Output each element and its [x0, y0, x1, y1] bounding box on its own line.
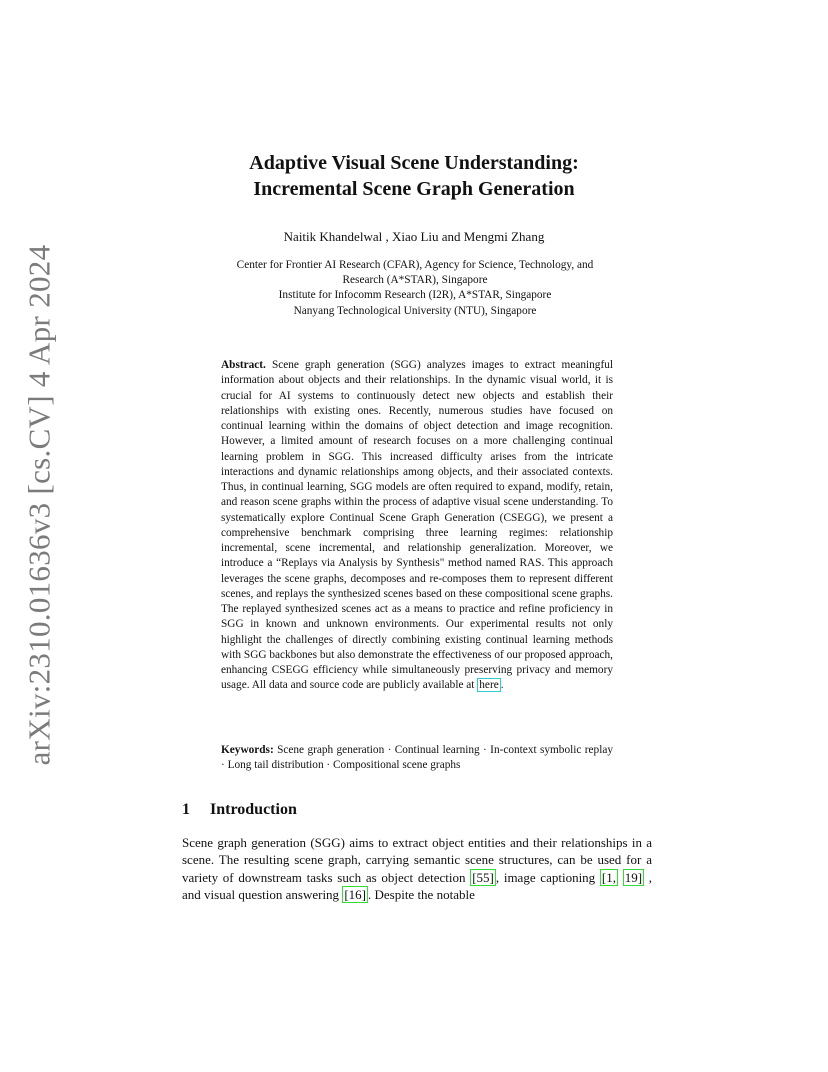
affiliation-line: Research (A*STAR), Singapore — [342, 274, 488, 287]
citation-link[interactable]: [1, — [601, 869, 616, 885]
section-heading — [182, 800, 297, 820]
intro-text — [618, 870, 623, 885]
title-line-2: Incremental Scene Graph Generation — [253, 178, 575, 200]
keywords — [221, 743, 613, 774]
code-link[interactable]: here — [479, 679, 499, 692]
intro-text: . Despite the notable — [367, 886, 475, 902]
intro-paragraph — [182, 834, 652, 903]
paper-title — [0, 150, 828, 202]
citation-link[interactable]: [55] — [472, 869, 494, 885]
abstract-label: Abstract. — [221, 359, 266, 371]
affiliation-line: Nanyang Technological University (NTU), Singapore — [293, 304, 537, 317]
intro-text: Scene graph generation (SGG) aims to extract object entities and their relationships in a scene. The resulting scene graph, carrying semantic scene structures, can be used for a variety of downstream tasks such as object detection — [182, 835, 652, 885]
abstract-text: Scene graph generation (SGG) analyzes images to extract meaningful information about objects and their relationships. In the dynamic visual world, it is crucial for AI systems to continuously detect new objects and establish their relationships with existing ones. Recently, numerous studies have focused on continual learning within the domains of object detection and image recognition. However, a limited amount of research focuses on a more challenging continual learning problem in SGG. This increased difficulty arises from the intricate interactions and dynamic relationships among objects, and their associated contexts. Thus, in continual learning, SGG models are often required to expand, modify, retain, and reason scene graphs within the process of adaptive visual scene understanding. To systematically explore Continual Scene Graph Generation (CSEGG), we present a comprehensive benchmark comprising three learning regimes: relationship incremental, scene incremental, and relationship generalization. Moreover, we introduce a “Replays via Analysis by Synthesis" method named RAS. This approach leverages the scene graphs, decomposes and re-composes them to represent different scenes, and replays the synthesized scenes based on these compositional scene graphs. The replayed synthesized scenes act as a means to practice and refine proficiency in SGG in known and unknown environments. Our experimental results not only highlight the challenges of directly combining existing continual learning methods with SGG backbones but also demonstrate the effectiveness of our proposed approach, enhancing CSEGG efficiency while simultaneously preserving privacy and memory usage. All data and source code are publicly available at — [221, 359, 613, 692]
citation-link[interactable]: [16] — [344, 886, 366, 902]
arxiv-stamp — [14, 245, 64, 765]
section-title: Introduction — [210, 801, 297, 818]
affiliation-line: Center for Frontier AI Research (CFAR), Agency for Science, Technology, and — [236, 259, 594, 271]
abstract — [221, 358, 613, 694]
keywords-label: Keywords: — [221, 744, 274, 756]
section-number: 1 — [182, 801, 190, 818]
affiliation-line: Institute for Infocomm Research (I2R), A*STAR, Singapore — [278, 289, 552, 302]
citation-link[interactable]: 19] — [624, 869, 643, 885]
intro-text: , and visual question answering — [182, 869, 653, 902]
arxiv-stamp-text: arXiv:2310.01636v3 [cs.CV] 4 Apr 2024 — [21, 244, 56, 766]
abstract-end: . — [500, 679, 504, 692]
keywords-text: Scene graph generation · Continual learning · In-context symbolic replay · Long tail distribution · Compositional scene graphs — [221, 744, 613, 772]
intro-text: , image captioning — [495, 869, 600, 885]
affiliations — [190, 258, 640, 319]
author-list: Naitik Khandelwal , Xiao Liu and Mengmi Zhang — [283, 229, 545, 244]
title-line-1: Adaptive Visual Scene Understanding: — [249, 152, 579, 174]
